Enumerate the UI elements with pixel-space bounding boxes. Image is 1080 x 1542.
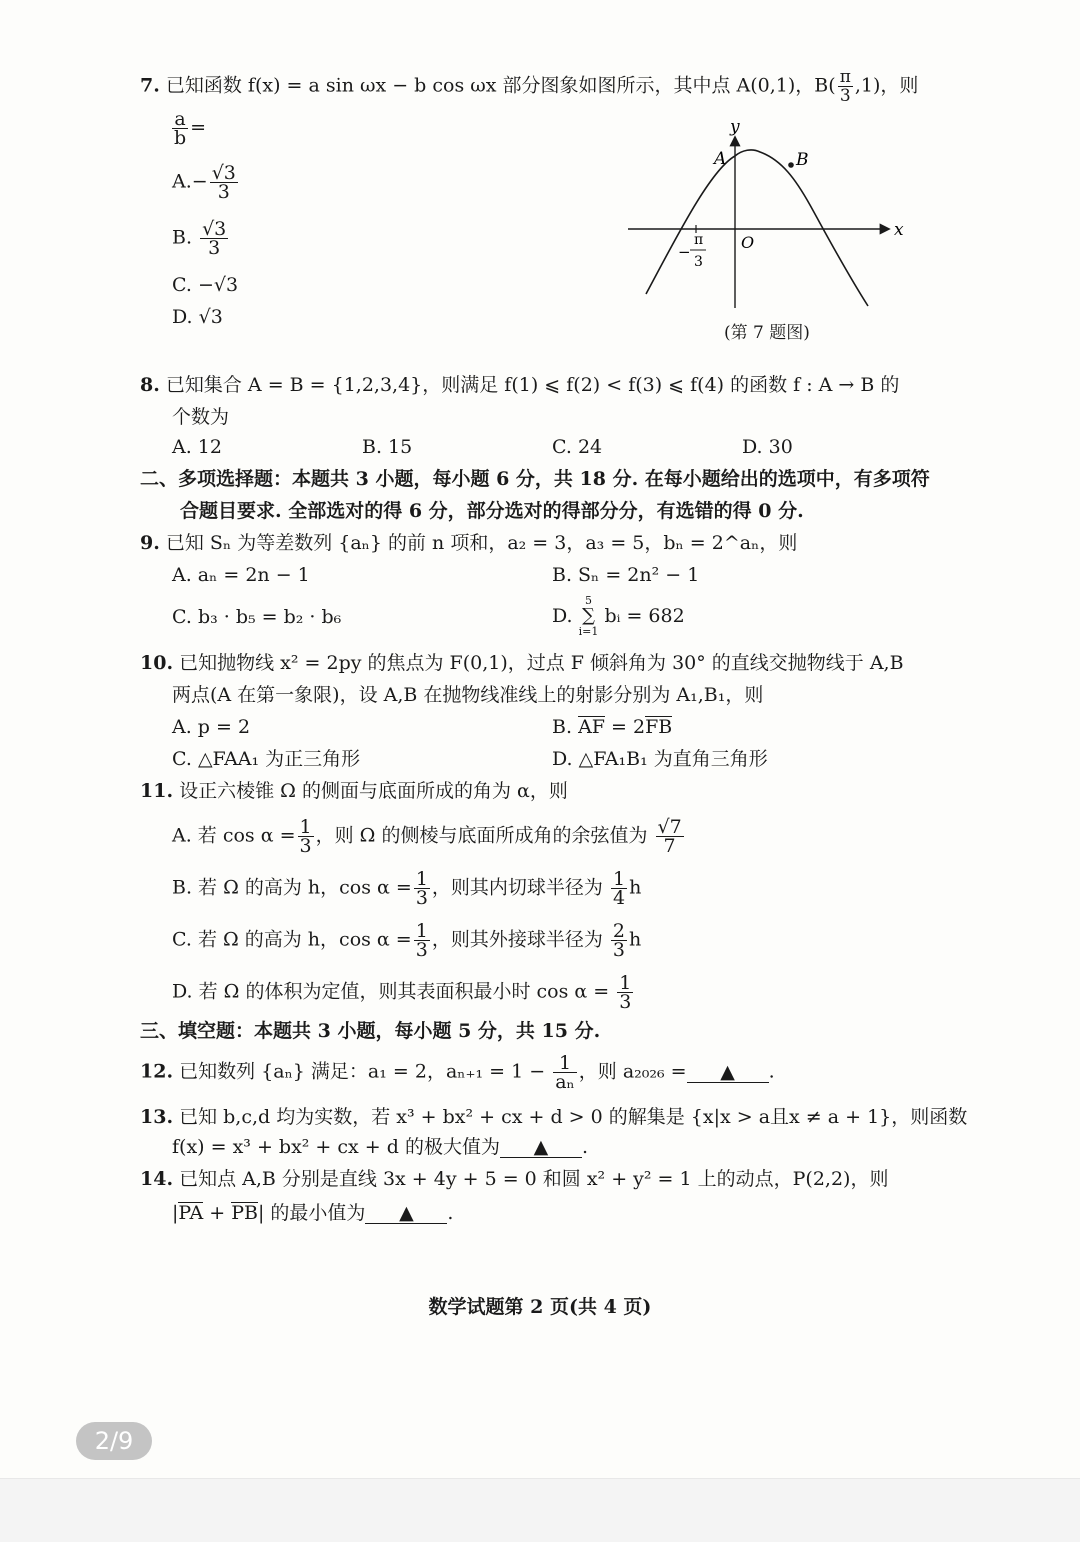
q10-option-c: C. △FAA₁ 为正三角形 — [172, 748, 361, 770]
q12-stem: 12. 已知数列 {aₙ} 满足：a₁ = 2，aₙ₊₁ = 1 − $\frac{1}{\text{aₙ}}$ ，则 a₂₀₂₆ = ▲ . — [140, 1052, 775, 1093]
q7-option-c: C. −√3 — [172, 274, 239, 296]
q7-stem-tail: ,1)，则 — [854, 74, 919, 97]
q9-option-a: A. aₙ = 2n − 1 — [172, 564, 310, 586]
section2-heading-line2: 合题目要求. 全部选对的得 6 分，部分选对的得部分分，有选错的得 0 分. — [180, 500, 804, 522]
q10-stem-line2: 两点(A 在第一象限)，设 A,B 在抛物线准线上的射影分别为 A₁,B₁，则 — [172, 684, 764, 706]
vector-af: AF — [578, 716, 605, 738]
q7-b-fraction: $\frac{\pi}{3}$ — [839, 67, 851, 106]
q8-stem-line1: 8. 已知集合 A = B = {1,2,3,4}，则满足 f(1) ⩽ f(2) < f(3) ⩽ f(4) 的函数 f : A → B 的 — [140, 374, 900, 396]
tick-sign: − — [678, 243, 691, 261]
q13-stem-line2: f(x) = x³ + bx² + cx + d 的极大值为 ▲ . — [172, 1136, 589, 1158]
q11-option-c: C. 若 Ω 的高为 h，cos α = $\frac{1}{3}$ ，则其外接球半径为 $\frac{2}{3}$ h — [172, 920, 642, 961]
vector-pb: PB — [231, 1202, 258, 1224]
q7-stem — [140, 68, 918, 105]
q7-stem-text: 已知函数 f(x) = a sin ωx − b cos ωx 部分图象如图所示，其中点 A(0,1)，B( — [165, 74, 836, 97]
bottom-bar — [0, 1478, 1080, 1542]
q14-stem-line1: 14. 已知点 A,B 分别是直线 3x + 4y + 5 = 0 和圆 x² + y² = 1 上的动点，P(2,2)，则 — [140, 1168, 889, 1190]
q13-stem-line1: 13. 已知 b,c,d 均为实数，若 x³ + bx² + cx + d > 0 的解集是 {x|x > a且x ≠ a + 1}，则函数 — [140, 1106, 968, 1128]
q8-option-c: C. 24 — [552, 436, 603, 458]
q8-option-b: B. 15 — [362, 436, 413, 458]
q11-stem: 11. 设正六棱锥 Ω 的侧面与底面所成的角为 α，则 — [140, 780, 568, 802]
q9-option-d: D. 5 ∑ i=1 bᵢ = 682 — [552, 594, 685, 638]
q7-ask-fraction: $\frac{a}{b}$ — [174, 108, 187, 149]
q13-answer-blank[interactable]: ▲ — [500, 1137, 582, 1158]
q14-stem-line2: |PA + PB| 的最小值为 ▲ . — [172, 1202, 454, 1224]
q7-option-a: A.− $\frac{√3}{3}$ — [172, 162, 236, 203]
q11-option-d: D. 若 Ω 的体积为定值，则其表面积最小时 cos α = $\frac{1}{3}$ — [172, 972, 632, 1013]
q12-answer-blank[interactable]: ▲ — [687, 1062, 769, 1083]
q7-option-b: B. $\frac{√3}{3}$ — [172, 218, 227, 259]
page-footer: 数学试题第 2 页(共 4 页) — [428, 1296, 652, 1318]
q8-option-d: D. 30 — [742, 436, 793, 458]
vector-pa: PA — [178, 1202, 204, 1224]
q10-option-a: A. p = 2 — [172, 716, 251, 738]
section2-heading: 二、多项选择题：本题共 3 小题，每小题 6 分，共 18 分. 在每小题给出的选项中，有多项符 — [140, 468, 930, 490]
y-axis-label: y — [730, 117, 740, 137]
q8-stem-line2: 个数为 — [172, 406, 230, 428]
point-a-label: A — [714, 149, 727, 169]
section3-heading: 三、填空题：本题共 3 小题，每小题 5 分，共 15 分. — [140, 1020, 601, 1042]
q10-option-b: B. AF = 2FB — [552, 716, 673, 738]
point-b-label: B — [796, 150, 809, 170]
q8-option-a: A. 12 — [172, 436, 222, 458]
q11-option-a: A. 若 cos α = $\frac{1}{3}$ ，则 Ω 的侧棱与底面所成角的余弦值为 $\frac{√7}{7}$ — [172, 816, 682, 857]
q9-option-c: C. b₃ · b₅ = b₂ · b₆ — [172, 606, 342, 628]
q11-option-b: B. 若 Ω 的高为 h，cos α = $\frac{1}{3}$ ，则其内切球半径为 $\frac{1}{4}$ h — [172, 868, 642, 909]
q7-ask: $\frac{a}{b}$ = — [174, 108, 207, 149]
vector-fb: FB — [645, 716, 673, 738]
q7-caption: (第 7 题图) — [724, 323, 810, 343]
q9-option-b: B. Sₙ = 2n² − 1 — [552, 564, 700, 586]
q7-option-d: D. √3 — [172, 306, 223, 328]
q9-stem: 9. 已知 Sₙ 为等差数列 {aₙ} 的前 n 项和，a₂ = 3，a₃ = 5，bₙ = 2^aₙ，则 — [140, 532, 798, 554]
summation: 5 ∑ i=1 — [578, 594, 599, 638]
q14-answer-blank[interactable]: ▲ — [365, 1203, 447, 1224]
tick-num: π — [694, 232, 704, 248]
q7-function-graph — [620, 110, 920, 350]
tick-den: 3 — [694, 254, 703, 270]
q10-option-d: D. △FA₁B₁ 为直角三角形 — [552, 748, 768, 770]
q7-number: 7. — [140, 74, 160, 97]
x-axis-label: x — [894, 220, 904, 240]
page-indicator[interactable]: 2/9 — [76, 1422, 152, 1460]
sine-curve — [646, 150, 868, 306]
q10-stem-line1: 10. 已知抛物线 x² = 2py 的焦点为 F(0,1)，过点 F 倾斜角为 30° 的直线交抛物线于 A,B — [140, 652, 904, 674]
origin-label: O — [741, 233, 755, 252]
point-b-dot — [788, 162, 794, 168]
